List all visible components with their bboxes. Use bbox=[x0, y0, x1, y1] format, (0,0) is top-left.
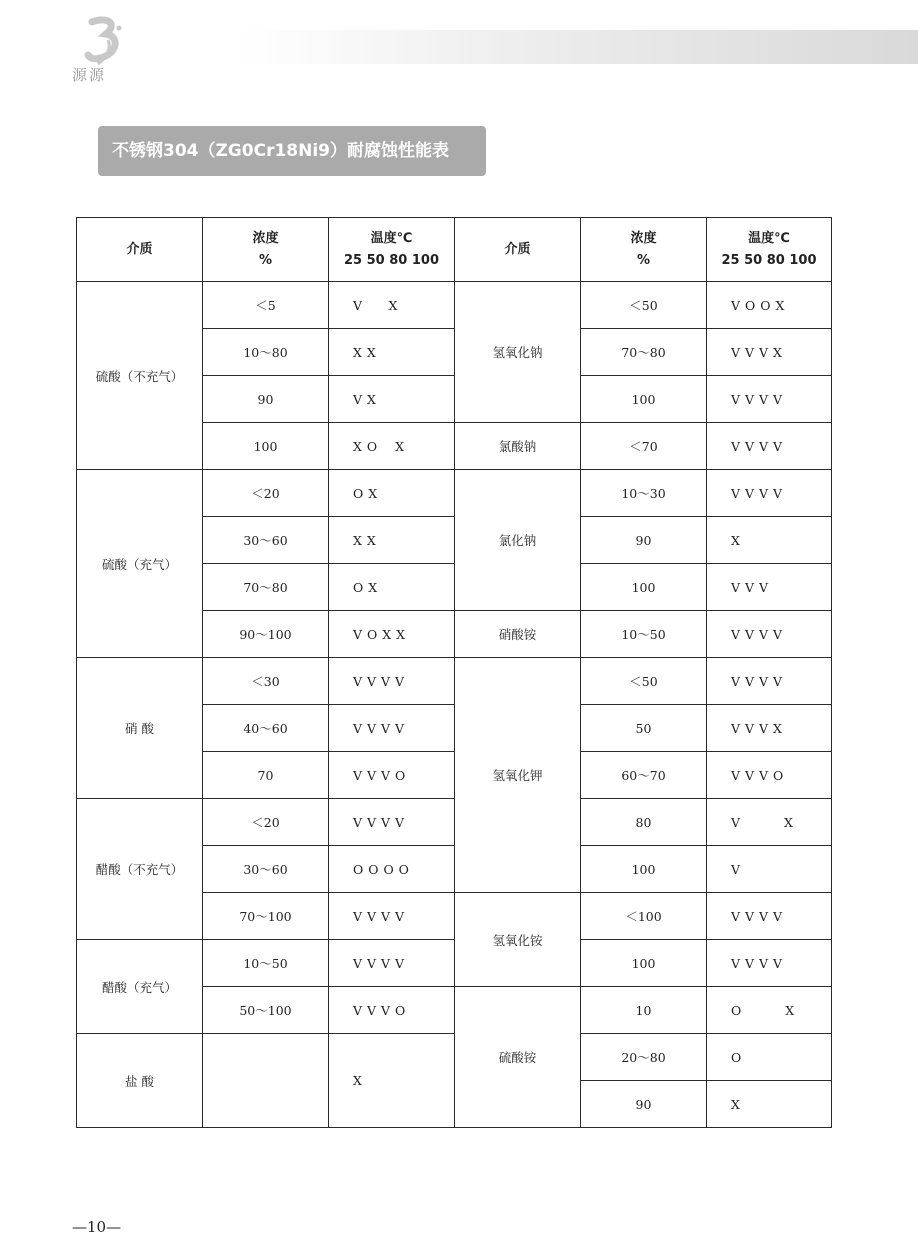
header-concentration: 浓度 % bbox=[203, 218, 329, 282]
concentration-cell: ＜50 bbox=[581, 282, 707, 329]
concentration-cell: 100 bbox=[203, 423, 329, 470]
resistance-cell: V V V V bbox=[707, 611, 832, 658]
concentration-cell: 30～60 bbox=[203, 517, 329, 564]
medium-cell: 醋酸（不充气） bbox=[77, 799, 203, 940]
table-row bbox=[77, 470, 832, 517]
concentration-cell: 10～30 bbox=[581, 470, 707, 517]
table-row bbox=[77, 940, 832, 987]
concentration-cell: 10～50 bbox=[581, 611, 707, 658]
concentration-cell: 90 bbox=[581, 1081, 707, 1128]
medium-cell: 硝 酸 bbox=[77, 658, 203, 799]
resistance-cell: O X bbox=[707, 987, 832, 1034]
corrosion-table bbox=[76, 217, 832, 1128]
medium-cell: 氢氧化铵 bbox=[455, 893, 581, 987]
table-row bbox=[77, 282, 832, 329]
concentration-cell: 100 bbox=[581, 846, 707, 893]
resistance-cell: V V V V bbox=[329, 893, 455, 940]
resistance-cell: V V V V bbox=[329, 705, 455, 752]
concentration-cell: 40～60 bbox=[203, 705, 329, 752]
medium-cell: 氢氧化钠 bbox=[455, 282, 581, 423]
medium-cell: 氯酸钠 bbox=[455, 423, 581, 470]
concentration-cell: ＜20 bbox=[203, 799, 329, 846]
concentration-cell: ＜30 bbox=[203, 658, 329, 705]
resistance-cell: X bbox=[707, 1081, 832, 1128]
concentration-cell: 70～80 bbox=[581, 329, 707, 376]
medium-cell: 盐 酸 bbox=[77, 1034, 203, 1128]
resistance-cell: V V V O bbox=[707, 752, 832, 799]
resistance-cell: V V V V bbox=[707, 893, 832, 940]
page-number: —10— bbox=[72, 1218, 122, 1236]
concentration-cell: 20～80 bbox=[581, 1034, 707, 1081]
concentration-cell: 70～100 bbox=[203, 893, 329, 940]
medium-cell: 硫酸（充气） bbox=[77, 470, 203, 658]
header-temperature: 温度℃ 25 50 80 100 bbox=[707, 218, 832, 282]
concentration-cell: 70 bbox=[203, 752, 329, 799]
resistance-cell: X bbox=[329, 1034, 455, 1128]
concentration-cell: 30～60 bbox=[203, 846, 329, 893]
concentration-cell: ＜50 bbox=[581, 658, 707, 705]
concentration-cell: 10～50 bbox=[203, 940, 329, 987]
concentration-cell: 70～80 bbox=[203, 564, 329, 611]
concentration-cell: 90～100 bbox=[203, 611, 329, 658]
medium-cell: 醋酸（充气） bbox=[77, 940, 203, 1034]
resistance-cell: X bbox=[707, 517, 832, 564]
table-header-row bbox=[77, 218, 832, 282]
concentration-cell: 10 bbox=[581, 987, 707, 1034]
resistance-cell: O O O O bbox=[329, 846, 455, 893]
resistance-cell: V V V X bbox=[707, 329, 832, 376]
resistance-cell: V V V V bbox=[707, 940, 832, 987]
resistance-cell: V V V V bbox=[707, 658, 832, 705]
header-concentration: 浓度 % bbox=[581, 218, 707, 282]
resistance-cell: V X bbox=[329, 376, 455, 423]
resistance-cell: X X bbox=[329, 517, 455, 564]
header-temperature: 温度℃ 25 50 80 100 bbox=[329, 218, 455, 282]
resistance-cell: V V V O bbox=[329, 752, 455, 799]
concentration-cell: ＜5 bbox=[203, 282, 329, 329]
logo-text: 源源 bbox=[72, 66, 107, 84]
medium-cell: 氯化钠 bbox=[455, 470, 581, 611]
concentration-cell: ＜20 bbox=[203, 470, 329, 517]
resistance-cell: V V V O bbox=[329, 987, 455, 1034]
concentration-cell: ＜100 bbox=[581, 893, 707, 940]
resistance-cell: V V V X bbox=[707, 705, 832, 752]
concentration-cell: 100 bbox=[581, 376, 707, 423]
resistance-cell: X O X bbox=[329, 423, 455, 470]
resistance-cell: V V V V bbox=[329, 940, 455, 987]
resistance-cell: O bbox=[707, 1034, 832, 1081]
concentration-cell: 50～100 bbox=[203, 987, 329, 1034]
concentration-cell: 60～70 bbox=[581, 752, 707, 799]
concentration-cell bbox=[203, 1034, 329, 1128]
medium-cell: 硫酸（不充气） bbox=[77, 282, 203, 470]
concentration-cell: ＜70 bbox=[581, 423, 707, 470]
table-row bbox=[77, 1034, 832, 1081]
medium-cell: 硝酸铵 bbox=[455, 611, 581, 658]
corrosion-table-wrap bbox=[76, 217, 831, 1125]
concentration-cell: 100 bbox=[581, 564, 707, 611]
concentration-cell: 10～80 bbox=[203, 329, 329, 376]
resistance-cell: X X bbox=[329, 329, 455, 376]
concentration-cell: 100 bbox=[581, 940, 707, 987]
resistance-cell: O X bbox=[329, 470, 455, 517]
resistance-cell: O X bbox=[329, 564, 455, 611]
resistance-cell: V X bbox=[707, 799, 832, 846]
medium-cell: 硫酸铵 bbox=[455, 987, 581, 1128]
header-medium: 介质 bbox=[77, 218, 203, 282]
header-medium: 介质 bbox=[455, 218, 581, 282]
resistance-cell: V bbox=[707, 846, 832, 893]
resistance-cell: V V V V bbox=[329, 658, 455, 705]
concentration-cell: 80 bbox=[581, 799, 707, 846]
resistance-cell: V V V V bbox=[707, 470, 832, 517]
medium-cell: 氢氧化钾 bbox=[455, 658, 581, 893]
resistance-cell: V V V V bbox=[707, 376, 832, 423]
resistance-cell: V V V bbox=[707, 564, 832, 611]
header-band bbox=[240, 30, 918, 64]
page-title: 不锈钢304（ZG0Cr18Ni9）耐腐蚀性能表 bbox=[98, 126, 486, 176]
resistance-cell: V O X X bbox=[329, 611, 455, 658]
resistance-cell: V V V V bbox=[707, 423, 832, 470]
resistance-cell: V V V V bbox=[329, 799, 455, 846]
resistance-cell: V O O X bbox=[707, 282, 832, 329]
concentration-cell: 50 bbox=[581, 705, 707, 752]
concentration-cell: 90 bbox=[581, 517, 707, 564]
table-row bbox=[77, 658, 832, 705]
table-row bbox=[77, 799, 832, 846]
concentration-cell: 90 bbox=[203, 376, 329, 423]
resistance-cell: V X bbox=[329, 282, 455, 329]
